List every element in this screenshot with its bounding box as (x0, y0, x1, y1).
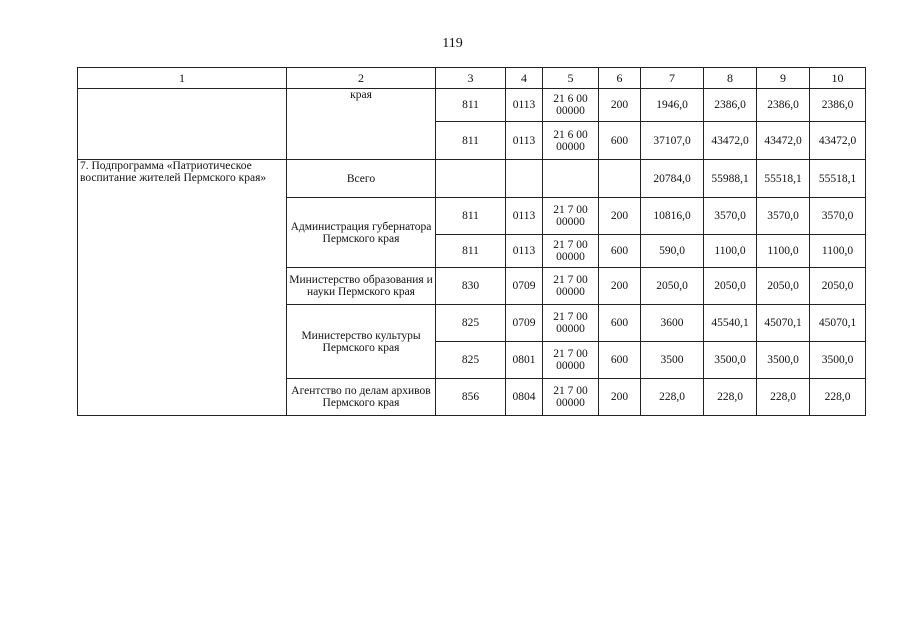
grbs-cell: 856 (436, 379, 506, 416)
grbs-cell: 825 (436, 342, 506, 379)
value-cell: 1100,0 (810, 235, 866, 268)
rz-cell (506, 160, 543, 198)
program-title-cell: 7. Подпрограмма «Патриотическое воспитание жителей Пермского края» (78, 160, 287, 416)
value-cell: 3570,0 (810, 198, 866, 235)
value-cell: 3570,0 (704, 198, 757, 235)
grbs-cell: 811 (436, 122, 506, 160)
value-cell: 228,0 (757, 379, 810, 416)
col-header: 2 (287, 68, 436, 89)
rz-cell: 0804 (506, 379, 543, 416)
value-cell: 2386,0 (704, 89, 757, 122)
grbs-cell: 830 (436, 268, 506, 305)
value-cell: 45070,1 (810, 305, 866, 342)
value-cell: 3500,0 (757, 342, 810, 379)
vr-cell (599, 160, 641, 198)
grbs-cell (436, 160, 506, 198)
csr-cell (543, 160, 599, 198)
value-cell: 3500,0 (810, 342, 866, 379)
value-cell: 3570,0 (757, 198, 810, 235)
value-cell: 43472,0 (810, 122, 866, 160)
grbs-cell: 825 (436, 305, 506, 342)
col-header: 5 (543, 68, 599, 89)
program-cell-empty (78, 89, 287, 160)
value-cell: 228,0 (810, 379, 866, 416)
value-cell: 1100,0 (757, 235, 810, 268)
col-header: 7 (641, 68, 704, 89)
vr-cell: 200 (599, 198, 641, 235)
value-cell: 45540,1 (704, 305, 757, 342)
col-header: 4 (506, 68, 543, 89)
recipient-cell: края (287, 89, 436, 160)
rz-cell: 0113 (506, 235, 543, 268)
recipient-cell: Министерство образования и науки Пермского края (287, 268, 436, 305)
value-cell: 2386,0 (810, 89, 866, 122)
rz-cell: 0113 (506, 122, 543, 160)
value-cell: 55518,1 (757, 160, 810, 198)
csr-cell: 21 7 00 00000 (543, 268, 599, 305)
value-cell: 2050,0 (704, 268, 757, 305)
rz-cell: 0113 (506, 198, 543, 235)
csr-cell: 21 7 00 00000 (543, 342, 599, 379)
value-cell: 43472,0 (757, 122, 810, 160)
value-cell: 20784,0 (641, 160, 704, 198)
col-header: 1 (78, 68, 287, 89)
value-cell: 1946,0 (641, 89, 704, 122)
value-cell: 3500,0 (704, 342, 757, 379)
grbs-cell: 811 (436, 89, 506, 122)
csr-cell: 21 6 00 00000 (543, 89, 599, 122)
grbs-cell: 811 (436, 198, 506, 235)
col-header: 3 (436, 68, 506, 89)
recipient-cell: Администрация губернатора Пермского края (287, 198, 436, 268)
value-cell: 1100,0 (704, 235, 757, 268)
value-cell: 37107,0 (641, 122, 704, 160)
value-cell: 43472,0 (704, 122, 757, 160)
value-cell: 2050,0 (810, 268, 866, 305)
total-label-cell: Всего (287, 160, 436, 198)
table-row (78, 160, 866, 198)
rz-cell: 0709 (506, 305, 543, 342)
header-row (78, 68, 866, 89)
rz-cell: 0709 (506, 268, 543, 305)
value-cell: 10816,0 (641, 198, 704, 235)
table-row (78, 89, 866, 122)
col-header: 10 (810, 68, 866, 89)
value-cell: 2050,0 (641, 268, 704, 305)
value-cell: 3500 (641, 342, 704, 379)
grbs-cell: 811 (436, 235, 506, 268)
budget-table (77, 67, 866, 416)
page-number: 119 (442, 36, 463, 51)
vr-cell: 600 (599, 122, 641, 160)
value-cell: 2386,0 (757, 89, 810, 122)
value-cell: 3600 (641, 305, 704, 342)
value-cell: 228,0 (704, 379, 757, 416)
value-cell: 45070,1 (757, 305, 810, 342)
value-cell: 590,0 (641, 235, 704, 268)
vr-cell: 200 (599, 89, 641, 122)
vr-cell: 200 (599, 379, 641, 416)
vr-cell: 600 (599, 342, 641, 379)
csr-cell: 21 7 00 00000 (543, 305, 599, 342)
value-cell: 2050,0 (757, 268, 810, 305)
recipient-cell: Агентство по делам архивов Пермского края (287, 379, 436, 416)
vr-cell: 200 (599, 268, 641, 305)
col-header: 8 (704, 68, 757, 89)
vr-cell: 600 (599, 305, 641, 342)
value-cell: 228,0 (641, 379, 704, 416)
value-cell: 55518,1 (810, 160, 866, 198)
value-cell: 55988,1 (704, 160, 757, 198)
csr-cell: 21 7 00 00000 (543, 198, 599, 235)
csr-cell: 21 7 00 00000 (543, 235, 599, 268)
csr-cell: 21 6 00 00000 (543, 122, 599, 160)
col-header: 6 (599, 68, 641, 89)
vr-cell: 600 (599, 235, 641, 268)
rz-cell: 0113 (506, 89, 543, 122)
recipient-cell: Министерство культуры Пермского края (287, 305, 436, 379)
col-header: 9 (757, 68, 810, 89)
rz-cell: 0801 (506, 342, 543, 379)
csr-cell: 21 7 00 00000 (543, 379, 599, 416)
